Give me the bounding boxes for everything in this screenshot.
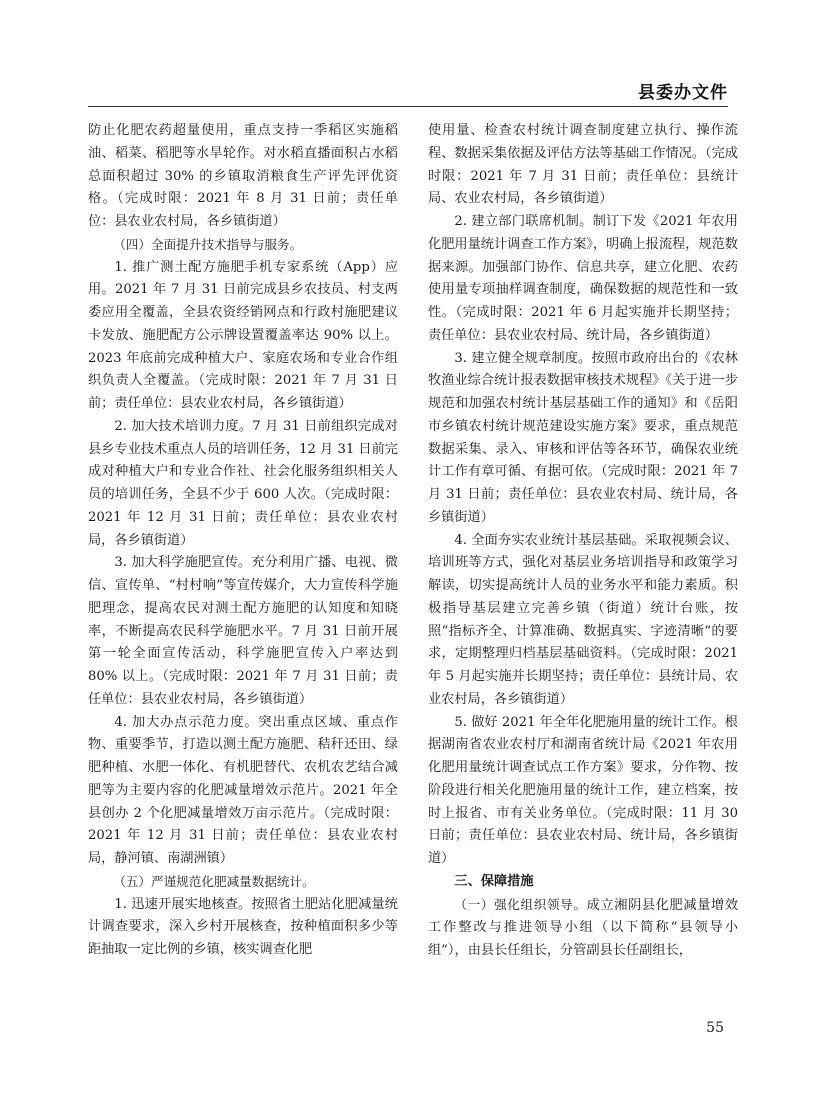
paragraph-text: 成立湘阴县化肥减量增效工作整改与推进领导小组（以下简称“县领导小组”），由县长任组长，分管副县长任副组长， (428, 897, 739, 958)
paragraph: 4. 加大办点示范力度。突出重点区域、重点作物、重要季节，打造以测土配方施肥、秸秆还田、绿肥种植、水肥一体化、有机肥替代、农机农艺结合减肥等为主要内容的化肥减量增效示范片。2021 年全县创办 2 个化肥减量增效万亩示范片。（完成时限：2021 年 12 月 31 日前；责任单位：县农业农村局，静河镇、南湖洲镇） (88, 714, 398, 866)
section-heading-5: （五）严谨规范化肥减量数据统计。 (113, 873, 315, 889)
right-column (428, 120, 738, 963)
paragraph: 4. 全面夯实农业统计基层基础。采取视频会议、培训班等方式，强化对基层业务培训指导和政策学习解读，切实提高统计人员的业务水平和能力素质。积极指导基层建立完善乡镇（街道）统计台账，按照“指标齐全、计算准确、数据真实、字迹清晰”的要求，定期整理归档基层基础资料。（完成时限：2021 年 5 月起实施并长期坚持；责任单位：县统计局、农业农村局，各乡镇街道） (428, 532, 738, 707)
page-number: 55 (706, 1020, 724, 1036)
paragraph: 2. 加大技术培训力度。7 月 31 日前组织完成对县乡专业技术重点人员的培训任务，12 月 31 日前完成对种植大户和专业合作社、社会化服务组织相关人员的培训任务，全县不少于 600 人次。（完成时限：2021 年 12 月 31 日前；责任单位：县农业农村局，各乡镇街道） (88, 418, 398, 548)
header-title: 县委办文件 (638, 83, 728, 103)
paragraph: 3. 加大科学施肥宣传。充分利用广播、电视、微信、宣传单、“村村响”等宣传媒介，大力宣传科学施肥理念，提高农民对测土配方施肥的认知度和知晓率，不断提高农民科学施肥水平。7 月 31 日前开展第一轮全面宣传活动，科学施肥宣传入户率达到 80% 以上。（完成时限：2021 年 7 月 31 日前；责任单位：县农业农村局，各乡镇街道） (88, 555, 398, 707)
paragraph: 5. 做好 2021 年全年化肥施用量的统计工作。根据湖南省农业农村厅和湖南省统计局《2021 年农用化肥用量统计调查试点工作方案》要求，分作物、按阶段进行相关化肥施用量的统计工作，建立档案，按时上报省、市有关业务单位。（完成时限：11 月 30 日前；责任单位：县农业农村局、统计局，各乡镇街道） (428, 714, 738, 866)
paragraph (428, 894, 738, 963)
paragraph: 防止化肥农药超量使用，重点支持一季稻区实施稻油、稻菜、稻肥等水旱轮作。对水稻直播面积占水稻总面积超过 30% 的乡镇取消粮食生产评先评优资格。（完成时限：2021 年 8 月 31 日前；责任单位：县农业农村局，各乡镇街道） (88, 123, 398, 229)
paragraph: 2. 建立部门联席机制。制订下发《2021 年农用化肥用量统计调查工作方案》，明确上报流程，规范数据来源。加强部门协作、信息共享，建立化肥、农药使用量专项抽样调查制度，确保数据的规范性和一致性。（完成时限：2021 年 6 月起实施并长期坚持；责任单位：县农业农村局、统计局，各乡镇街道） (428, 214, 738, 343)
paragraph: 3. 建立健全规章制度。按照市政府出台的《农林牧渔业综合统计报表数据审核技术规程》《关于进一步规范和加强农村统计基层基础工作的通知》和《岳阳市乡镇农村统计规范建设实施方案》要求，重点规范数据采集、录入、审核和评估等各环节，确保农业统计工作有章可循、有据可依。（完成时限：2021 年 7 月 31 日前；责任单位：县农业农村局、统计局，各乡镇街道） (428, 350, 738, 525)
left-column (88, 120, 398, 962)
section-heading-3: 三、保障措施 (454, 873, 534, 889)
paragraph: 使用量、检查农村统计调查制度建立执行、操作流程、数据采集依据及评估方法等基础工作情况。（完成时限：2021 年 7 月 31 日前；责任单位：县统计局、农业农村局，各乡镇街道） (428, 123, 738, 207)
header-divider (88, 106, 728, 107)
paragraph: 1. 迅速开展实地核查。按照省土肥站化肥减量统计调查要求，深入乡村开展核查，按种植面积多少等距抽取一定比例的乡镇，核实调查化肥 (88, 896, 398, 957)
subsection-lead: （一）强化组织领导。 (454, 896, 587, 912)
section-heading-4: （四）全面提升技术指导与服务。 (113, 236, 303, 252)
paragraph: 1. 推广测土配方施肥手机专家系统（App）应用。2021 年 7 月 31 日前完成县乡农技员、村支两委应用全覆盖，全县农资经销网点和行政村施肥建议卡发放、施肥配方公示牌设置覆盖率达 90% 以上。2023 年底前完成种植大户、家庭农场和专业合作组织负责人全覆盖。（完成时限：2021 年 7 月 31 日前；责任单位：县农业农村局，各乡镇街道） (88, 259, 398, 411)
